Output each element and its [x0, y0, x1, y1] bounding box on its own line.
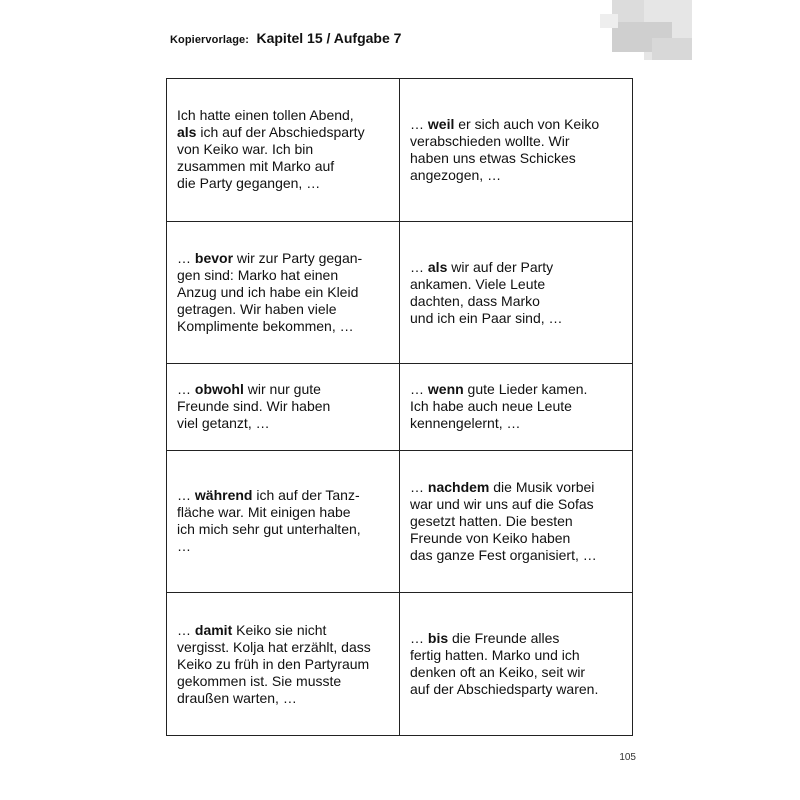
card-cell	[400, 450, 633, 593]
card-keyword: nachdem	[427, 478, 490, 495]
card-row	[167, 221, 633, 364]
card-keyword: bis	[427, 630, 449, 647]
card-row	[167, 450, 633, 593]
card-row	[167, 364, 633, 450]
card-grid	[166, 78, 633, 736]
card-row	[167, 79, 633, 222]
card-keyword: obwohl	[194, 381, 244, 398]
card-cell	[167, 221, 400, 364]
card-rest: wir auf der Party ankamen. Viele Leute dachten, dass Marko und ich ein Paar sind, …	[410, 258, 563, 326]
header-title: Kapitel 15 / Aufgabe 7	[256, 30, 402, 46]
card-keyword: als	[177, 124, 197, 141]
card-keyword: damit	[194, 621, 233, 638]
card-lead: …	[177, 487, 195, 504]
card-cell	[400, 364, 633, 450]
card-lead: …	[410, 115, 428, 132]
card-lead: …	[410, 381, 428, 398]
card-rest: Keiko sie nicht vergisst. Kolja hat erzählt, dass Keiko zu früh in den Partyraum gekommen ist. Sie musste draußen warten, …	[177, 621, 371, 706]
card-text	[410, 116, 624, 184]
card-rest: gute Lieder kamen. Ich habe auch neue Leute kennengelernt, …	[410, 381, 588, 432]
card-text	[177, 107, 391, 192]
page-number: 105	[619, 752, 636, 763]
card-lead: …	[177, 381, 195, 398]
card-rest: ich auf der Tanz- fläche war. Mit einigen habe ich mich sehr gut unterhalten, …	[177, 487, 361, 555]
card-row	[167, 593, 633, 736]
card-keyword: weil	[427, 115, 455, 132]
card-lead: Ich hatte einen tollen Abend,	[177, 107, 354, 124]
card-text	[410, 630, 624, 698]
card-rest: die Freunde alles fertig hatten. Marko und ich denken oft an Keiko, seit wir auf der Abschiedsparty waren.	[410, 630, 599, 698]
card-lead: …	[177, 250, 195, 266]
card-cell	[167, 593, 400, 736]
card-rest: er sich auch von Keiko verabschieden wollte. Wir haben uns etwas Schickes angezogen, …	[410, 115, 600, 183]
decorative-block	[652, 38, 692, 60]
card-lead: …	[177, 621, 195, 638]
card-cell	[400, 79, 633, 222]
card-text	[177, 381, 391, 432]
card-keyword: bevor	[194, 250, 234, 266]
card-lead: …	[410, 630, 428, 647]
card-cell	[167, 79, 400, 222]
card-keyword: während	[194, 487, 253, 504]
card-text	[177, 487, 391, 555]
header-prefix: Kopiervorlage:	[170, 34, 250, 46]
card-cell	[400, 221, 633, 364]
card-lead: …	[410, 258, 428, 275]
card-text	[410, 259, 624, 327]
card-text	[410, 381, 624, 432]
card-rest: ich auf der Abschiedsparty von Keiko war. Ich bin zusammen mit Marko auf die Party gegangen, …	[177, 124, 365, 192]
card-cell	[167, 450, 400, 593]
card-cell	[400, 593, 633, 736]
card-text	[177, 250, 391, 335]
card-text	[177, 622, 391, 707]
decorative-block	[600, 14, 618, 28]
card-rest: wir nur gute Freunde sind. Wir haben viel getanzt, …	[177, 381, 331, 432]
card-cell	[167, 364, 400, 450]
card-text	[410, 479, 624, 564]
card-lead: …	[410, 478, 428, 495]
card-rest: wir zur Party gegan- gen sind: Marko hat einen Anzug und ich habe ein Kleid getragen. Wir haben viele Komplimente bekommen, …	[177, 250, 363, 334]
page-header	[170, 30, 401, 48]
card-rest: die Musik vorbei war und wir uns auf die Sofas gesetzt hatten. Die besten Freunde von Keiko haben das ganze Fest organisiert, …	[410, 478, 597, 563]
card-keyword: als	[427, 258, 448, 275]
card-keyword: wenn	[427, 381, 464, 398]
